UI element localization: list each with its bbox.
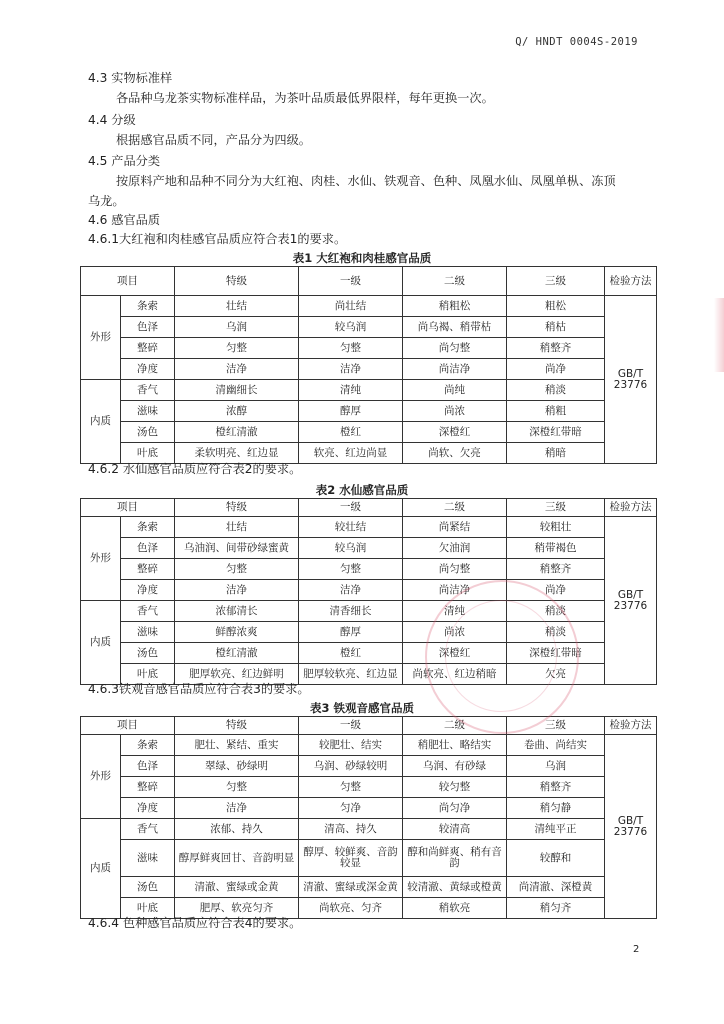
grade-cell: 清澈、蜜绿或金黄 [175,877,299,898]
grade-cell: 较壮结 [299,517,403,538]
grade-cell: 稍肥壮、略结实 [403,735,507,756]
attribute-cell: 整碎 [121,777,175,798]
grade-cell: 尚洁净 [403,359,507,380]
attribute-cell: 整碎 [121,559,175,580]
attribute-cell: 条索 [121,517,175,538]
grade-cell: 匀净 [299,798,403,819]
section-4-4-title: 4.4 分级 [88,113,136,127]
grade-cell: 稍粗松 [403,296,507,317]
column-header-item: 项目 [81,717,175,735]
attribute-cell: 色泽 [121,538,175,559]
group-label-inner: 内质 [81,819,121,919]
grade-cell: 稍粗 [507,401,605,422]
grade-cell: 乌润 [507,756,605,777]
grade-cell: 匀整 [175,777,299,798]
table-row [81,517,657,538]
section-4-5-body-line1: 按原料产地和品种不同分为大红袍、肉桂、水仙、铁观音、色种、凤凰水仙、凤凰单枞、冻顶 [116,174,616,188]
section-4-6-2: 4.6.2 水仙感官品质应符合表2的要求。 [88,462,302,476]
grade-cell: 醇厚鲜爽回甘、音韵明显 [175,840,299,877]
grade-cell: 柔软明亮、红边显 [175,443,299,464]
grade-cell: 洁净 [175,359,299,380]
column-header: 一级 [299,499,403,517]
attribute-cell: 净度 [121,798,175,819]
attribute-cell: 净度 [121,580,175,601]
table-row [81,819,657,840]
group-label-outer: 外形 [81,735,121,819]
grade-cell: 乌润、砂绿较明 [299,756,403,777]
method-cell: GB/T 23776 [605,735,657,919]
column-header-item: 项目 [81,267,175,296]
grade-cell: 尚浓 [403,622,507,643]
grade-cell: 洁净 [175,580,299,601]
column-header: 二级 [403,267,507,296]
section-4-5-body-line2: 乌龙。 [88,194,125,208]
group-label-outer: 外形 [81,517,121,601]
table-row [81,777,657,798]
column-header: 三级 [507,267,605,296]
grade-cell: 尚壮结 [299,296,403,317]
grade-cell: 清香细长 [299,601,403,622]
group-label-inner: 内质 [81,380,121,464]
column-header: 特级 [175,717,299,735]
attribute-cell: 滋味 [121,840,175,877]
grade-cell: 醇和尚鲜爽、稍有音韵 [403,840,507,877]
attribute-cell: 整碎 [121,338,175,359]
grade-cell: 深橙红 [403,422,507,443]
grade-cell: 稍淡 [507,380,605,401]
attribute-cell: 色泽 [121,756,175,777]
table3 [80,716,657,919]
grade-cell: 乌润 [175,317,299,338]
section-4-5-title: 4.5 产品分类 [88,154,161,168]
attribute-cell: 条索 [121,296,175,317]
grade-cell: 较乌润 [299,538,403,559]
table-row [81,877,657,898]
grade-cell: 肥厚较软亮、红边显 [299,664,403,685]
table-header-row [81,267,657,296]
grade-cell: 稍匀静 [507,798,605,819]
table-row [81,338,657,359]
grade-cell: 翠绿、砂绿明 [175,756,299,777]
grade-cell: 匀整 [175,338,299,359]
grade-cell: 浓郁清长 [175,601,299,622]
table-row [81,735,657,756]
table-header-row [81,717,657,735]
grade-cell: 尚净 [507,359,605,380]
attribute-cell: 净度 [121,359,175,380]
grade-cell: 尚匀整 [403,338,507,359]
grade-cell: 鲜醇浓爽 [175,622,299,643]
grade-cell: 欠亮 [507,664,605,685]
grade-cell: 稍匀齐 [507,898,605,919]
table-row [81,380,657,401]
grade-cell: 橙红 [299,643,403,664]
grade-cell: 尚匀整 [403,559,507,580]
grade-cell: 较粗壮 [507,517,605,538]
grade-cell: 稍淡 [507,601,605,622]
method-cell: GB/T 23776 [605,296,657,464]
grade-cell: 稍软亮 [403,898,507,919]
grade-cell: 尚清澈、深橙黄 [507,877,605,898]
column-header: 检验方法 [605,717,657,735]
grade-cell: 清纯 [403,601,507,622]
grade-cell: 匀整 [175,559,299,580]
table-row [81,580,657,601]
section-4-6-3: 4.6.3铁观音感官品质应符合表3的要求。 [88,682,310,696]
grade-cell: 清纯平正 [507,819,605,840]
table-header-row [81,499,657,517]
grade-cell: 匀整 [299,777,403,798]
grade-cell: 较清高 [403,819,507,840]
table-row [81,296,657,317]
grade-cell: 橙红 [299,422,403,443]
grade-cell: 肥厚软亮、红边鲜明 [175,664,299,685]
table1 [80,266,657,464]
attribute-cell: 条索 [121,735,175,756]
attribute-cell: 汤色 [121,422,175,443]
column-header: 一级 [299,717,403,735]
table-row [81,798,657,819]
grade-cell: 肥壮、紧结、重实 [175,735,299,756]
column-header: 特级 [175,267,299,296]
table-row [81,601,657,622]
attribute-cell: 滋味 [121,622,175,643]
grade-cell: 较清澈、黄绿或橙黄 [403,877,507,898]
grade-cell: 稍整齐 [507,338,605,359]
section-4-6-4: 4.6.4 色种感官品质应符合表4的要求。 [88,916,302,930]
attribute-cell: 滋味 [121,401,175,422]
grade-cell: 尚软亮、红边稍暗 [403,664,507,685]
table-row [81,401,657,422]
attribute-cell: 香气 [121,819,175,840]
section-4-6-title: 4.6 感官品质 [88,213,161,227]
grade-cell: 稍枯 [507,317,605,338]
table1-caption: 表1 大红袍和肉桂感官品质 [292,251,432,265]
grade-cell: 橙红清澈 [175,643,299,664]
grade-cell: 橙红清澈 [175,422,299,443]
grade-cell: 壮结 [175,517,299,538]
table-row [81,359,657,380]
attribute-cell: 香气 [121,601,175,622]
grade-cell: 清澈、蜜绿或深金黄 [299,877,403,898]
group-label-inner: 内质 [81,601,121,685]
attribute-cell: 叶底 [121,664,175,685]
grade-cell: 匀整 [299,338,403,359]
section-4-3-body: 各品种乌龙茶实物标准样品，为茶叶品质最低界限样，每年更换一次。 [116,91,494,105]
grade-cell: 浓醇 [175,401,299,422]
column-header: 二级 [403,717,507,735]
column-header: 特级 [175,499,299,517]
grade-cell: 软亮、红边尚显 [299,443,403,464]
table3-caption: 表3 铁观音感官品质 [309,701,414,715]
column-header: 二级 [403,499,507,517]
grade-cell: 匀整 [299,559,403,580]
grade-cell: 稍整齐 [507,559,605,580]
grade-cell: 清高、持久 [299,819,403,840]
attribute-cell: 汤色 [121,643,175,664]
grade-cell: 浓郁、持久 [175,819,299,840]
grade-cell: 尚浓 [403,401,507,422]
table-row [81,840,657,877]
grade-cell: 稍淡 [507,622,605,643]
grade-cell: 粗松 [507,296,605,317]
grade-cell: 洁净 [299,359,403,380]
grade-cell: 稍带褐色 [507,538,605,559]
grade-cell: 较醇和 [507,840,605,877]
attribute-cell: 香气 [121,380,175,401]
section-4-6-1: 4.6.1大红袍和肉桂感官品质应符合表1的要求。 [88,232,347,246]
grade-cell: 尚匀净 [403,798,507,819]
grade-cell: 尚软、欠亮 [403,443,507,464]
column-header: 检验方法 [605,499,657,517]
official-seal-inner-ring [445,600,557,712]
grade-cell: 洁净 [175,798,299,819]
column-header: 一级 [299,267,403,296]
column-header: 三级 [507,717,605,735]
group-label-outer: 外形 [81,296,121,380]
grade-cell: 尚洁净 [403,580,507,601]
table-row [81,317,657,338]
table2-caption: 表2 水仙感官品质 [315,483,409,497]
grade-cell: 肥厚、软亮匀齐 [175,898,299,919]
page-edge-mark [714,298,724,372]
table-row [81,538,657,559]
grade-cell: 清幽细长 [175,380,299,401]
grade-cell: 深橙红带暗 [507,422,605,443]
column-header-item: 项目 [81,499,175,517]
grade-cell: 尚净 [507,580,605,601]
grade-cell: 尚纯 [403,380,507,401]
attribute-cell: 叶底 [121,898,175,919]
grade-cell: 稍整齐 [507,777,605,798]
grade-cell: 醇厚 [299,622,403,643]
grade-cell: 洁净 [299,580,403,601]
table-row [81,559,657,580]
grade-cell: 醇厚 [299,401,403,422]
grade-cell: 较肥壮、结实 [299,735,403,756]
section-4-4-body: 根据感官品质不同，产品分为四级。 [116,133,311,147]
section-4-3-title: 4.3 实物标准样 [88,71,173,85]
grade-cell: 清纯 [299,380,403,401]
table-row [81,422,657,443]
table-row [81,756,657,777]
grade-cell: 乌润、有砂绿 [403,756,507,777]
grade-cell: 卷曲、尚结实 [507,735,605,756]
grade-cell: 壮结 [175,296,299,317]
table-row [81,443,657,464]
column-header: 检验方法 [605,267,657,296]
grade-cell: 较乌润 [299,317,403,338]
column-header: 三级 [507,499,605,517]
attribute-cell: 色泽 [121,317,175,338]
grade-cell: 尚乌褐、稍带枯 [403,317,507,338]
grade-cell: 尚紧结 [403,517,507,538]
grade-cell: 欠油润 [403,538,507,559]
grade-cell: 醇厚、较鲜爽、音韵较显 [299,840,403,877]
method-cell: GB/T 23776 [605,517,657,685]
grade-cell: 深橙红带暗 [507,643,605,664]
page-number: 2 [633,944,640,955]
attribute-cell: 汤色 [121,877,175,898]
standard-number: Q/ HNDT 0004S-2019 [515,36,638,48]
grade-cell: 较匀整 [403,777,507,798]
grade-cell: 深橙红 [403,643,507,664]
grade-cell: 稍暗 [507,443,605,464]
attribute-cell: 叶底 [121,443,175,464]
grade-cell: 乌油润、间带砂绿蜜黄 [175,538,299,559]
grade-cell: 尚软亮、匀齐 [299,898,403,919]
